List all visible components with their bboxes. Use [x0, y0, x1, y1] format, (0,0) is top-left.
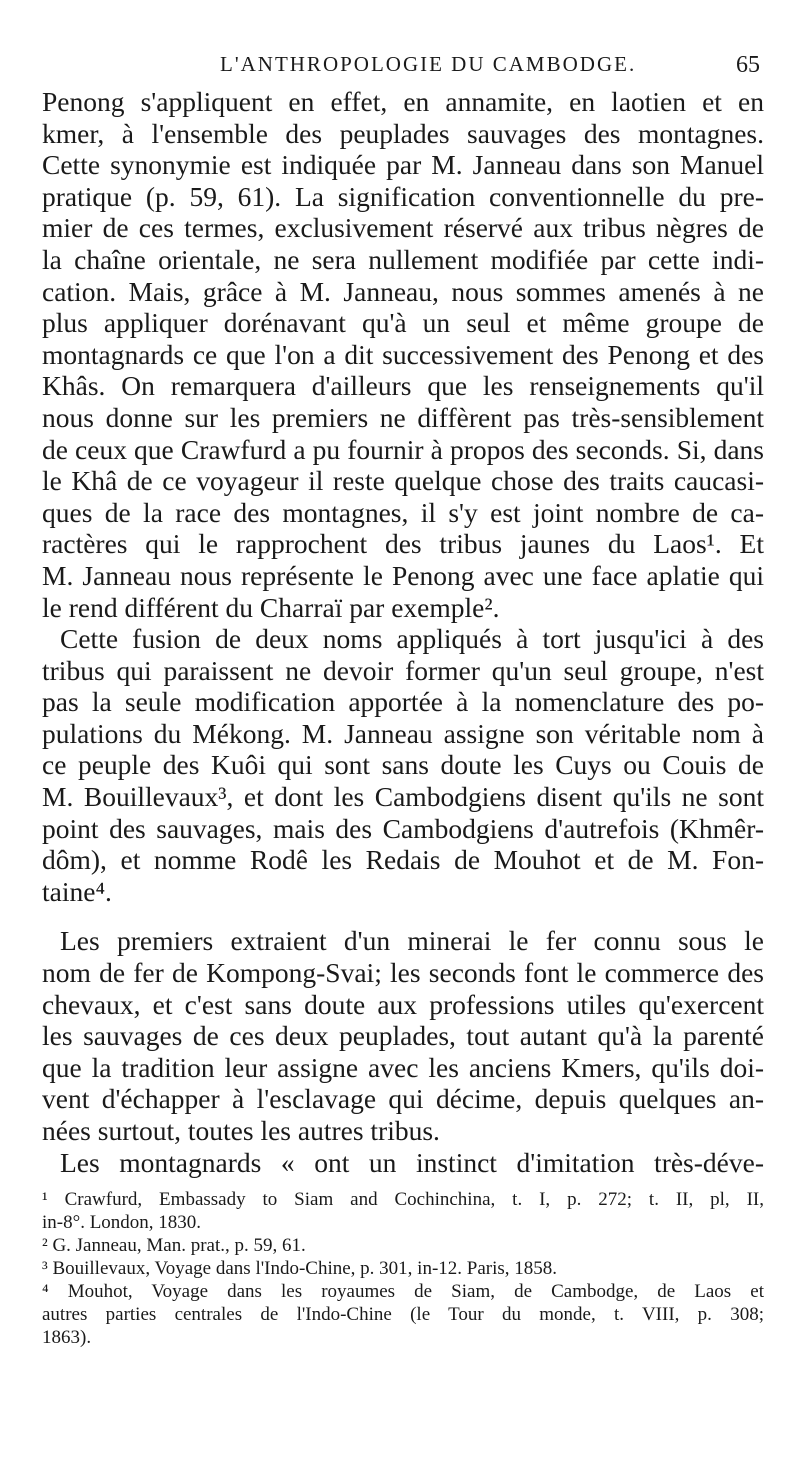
- text-line: pratique (p. 59, 61). La signification conventionnelle du pre-: [42, 180, 764, 212]
- text-line: chevaux, et c'est sans doute aux professions utiles qu'exercent: [42, 988, 764, 1020]
- main-text: [42, 86, 764, 1178]
- text-line: Khâs. On remarquera d'ailleurs que les renseignements qu'il: [42, 370, 764, 402]
- text-line: les sauvages de ces deux peuplades, tout autant qu'à la parenté: [42, 1020, 764, 1052]
- paragraph-gap: [42, 907, 764, 925]
- text-line: le Khâ de ce voyageur il reste quelque chose des traits caucasi-: [42, 465, 764, 497]
- text-line: montagnards ce que l'on a dit successivement des Penong et des: [42, 338, 764, 370]
- text-line: M. Janneau nous représente le Penong avec une face aplatie qui: [42, 559, 764, 591]
- text-line: ques de la race des montagnes, il s'y est joint nombre de ca-: [42, 496, 764, 528]
- footnote-line: ⁴ Mouhot, Voyage dans les royaumes de Siam, de Cambodge, de Laos et: [42, 1281, 764, 1302]
- text-line: nous donne sur les premiers ne diffèrent pas très-sensiblement: [42, 401, 764, 433]
- footnote-line: autres parties centrales de l'Indo-Chine (le Tour du monde, t. VIII, p. 308;: [42, 1304, 764, 1325]
- footnote-line: ¹ Crawfurd, Embassady to Siam and Cochinchina, t. I, p. 272; t. II, pl, II,: [42, 1189, 764, 1210]
- text-line: nées surtout, toutes les autres tribus.: [42, 1115, 440, 1146]
- text-line: Penong s'appliquent en effet, en annamite, en laotien et en: [42, 86, 764, 117]
- text-line: que la tradition leur assigne avec les anciens Kmers, qu'ils doi-: [42, 1051, 764, 1083]
- text-line: la chaîne orientale, ne sera nullement modifiée par cette indi-: [42, 243, 764, 275]
- text-line: point des sauvages, mais des Cambodgiens d'autrefois (Khmêr-: [42, 812, 764, 844]
- text-line: ce peuple des Kuôi qui sont sans doute les Cuys ou Couis de: [42, 749, 764, 781]
- footnote-line: ² G. Janneau, Man. prat., p. 59, 61.: [42, 1235, 306, 1256]
- text-line: le rend différent du Charraï par exemple².: [42, 591, 500, 623]
- footnote-line: ³ Bouillevaux, Voyage dans l'Indo-Chine, p. 301, in-12. Paris, 1858.: [42, 1258, 558, 1279]
- text-line: tribus qui paraissent ne devoir former qu'un seul groupe, n'est: [42, 654, 764, 686]
- page-header: [40, 52, 760, 86]
- text-line: cation. Mais, grâce à M. Janneau, nous sommes amenés à ne: [42, 275, 764, 307]
- running-title: L'ANTHROPOLOGIE DU CAMBODGE.: [220, 52, 637, 76]
- text-line: nom de fer de Kompong-Svai; les seconds font le commerce des: [42, 957, 764, 989]
- text-line: Cette fusion de deux noms appliqués à tort jusqu'ici à des: [60, 623, 764, 655]
- text-line: vent d'échapper à l'esclavage qui décime, depuis quelques an-: [42, 1083, 764, 1115]
- text-line: Les premiers extraient d'un minerai le fer connu sous le: [60, 925, 764, 957]
- footnote-line: 1863).: [42, 1327, 92, 1348]
- text-line: kmer, à l'ensemble des peuplades sauvages des montagnes.: [42, 117, 764, 149]
- footnote-line: in-8°. London, 1830.: [42, 1212, 202, 1233]
- text-line: dôm), et nomme Rodê les Redais de Mouhot et de M. Fon-: [42, 844, 764, 876]
- text-line: ractères qui le rapprochent des tribus jaunes du Laos¹. Et: [42, 528, 764, 560]
- page-number: 65: [736, 52, 760, 78]
- text-line: taine⁴.: [42, 875, 112, 907]
- footnotes: [42, 1188, 764, 1349]
- text-line: M. Bouillevaux³, et dont les Cambodgiens disent qu'ils ne sont: [42, 781, 764, 813]
- text-line: mier de ces termes, exclusivement réservé aux tribus nègres de: [42, 212, 764, 244]
- text-line: pas la seule modification apportée à la nomenclature des po-: [42, 686, 764, 718]
- text-line: de ceux que Crawfurd a pu fournir à propos des seconds. Si, dans: [42, 433, 764, 465]
- text-line: plus appliquer dorénavant qu'à un seul et même groupe de: [42, 307, 764, 339]
- text-line: pulations du Mékong. M. Janneau assigne son véritable nom à: [42, 717, 764, 749]
- text-line: Cette synonymie est indiquée par M. Janneau dans son Manuel: [42, 149, 764, 181]
- text-line: Les montagnards « ont un instinct d'imitation très-déve-: [60, 1146, 764, 1178]
